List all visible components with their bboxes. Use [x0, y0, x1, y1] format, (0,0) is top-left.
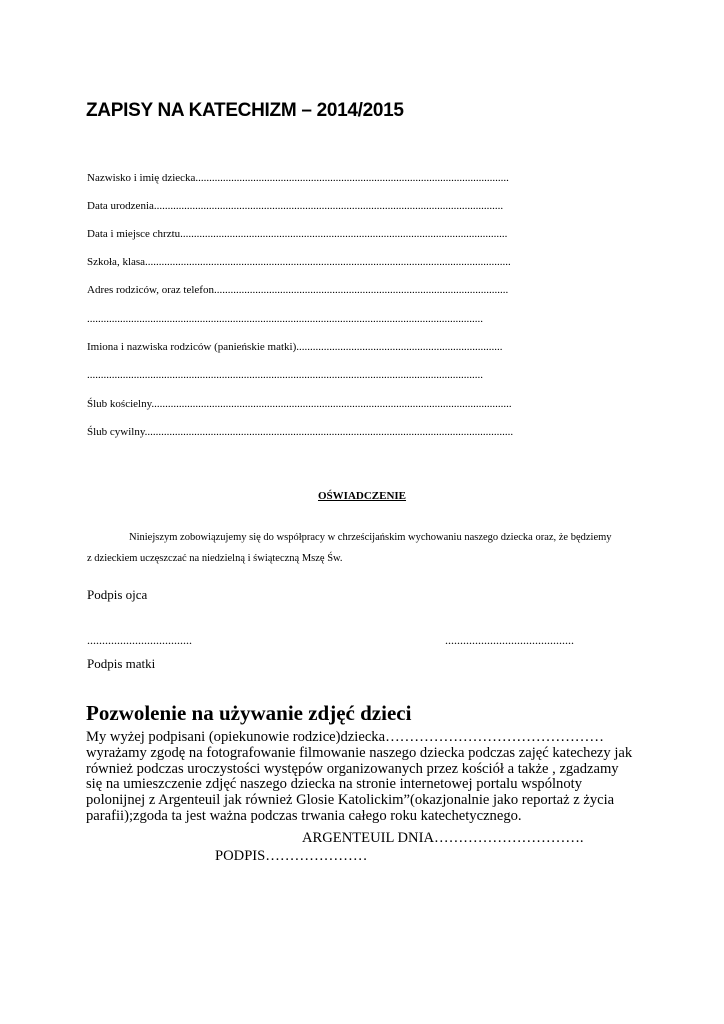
field-blank-line: ................................................................................................................................................ — [87, 369, 483, 381]
consent-paragraph — [86, 730, 646, 825]
consent-line: wyrażamy zgodę na fotografowanie filmowanie naszego dziecka podczas zajęć katechezy jak — [86, 744, 633, 761]
field-civil-wedding: Ślub cywilny...................................................................................................................................... — [87, 426, 514, 438]
declaration-text-line: z dzieckiem uczęszczać na niedzielną i świąteczną Mszę Św. — [87, 553, 343, 564]
field-parents-names: Imiona i nazwiska rodziców (panieńskie matki)........................................................................... — [87, 341, 503, 353]
field-child-name: Nazwisko i imię dziecka.................................................................................................................. — [87, 172, 509, 184]
consent-line: również podczas uroczystości występów organizowanych przez kościół a także , zgadzamy — [86, 760, 619, 777]
consent-line: się na umieszczenie zdjęć naszego dziecka na stronie internetowej portalu wspólnoty — [86, 776, 582, 793]
consent-line: polonijnej z Argenteuil jak również Glosie Katolickim”(okazjonalnie jako reportaż z życia — [86, 792, 615, 809]
consent-line: My wyżej podpisani (opiekunowie rodzice)dziecka……………………………………… — [86, 729, 604, 745]
city-date-line: ARGENTEUIL DNIA…………………………. — [302, 830, 584, 846]
mother-signature-label: Podpis matki — [87, 656, 156, 671]
consent-title: Pozwolenie na używanie zdjęć dzieci — [86, 701, 412, 725]
field-birth-date: Data urodzenia............................................................................................................................... — [87, 200, 504, 212]
declaration-title: OŚWIADCZENIE — [317, 490, 407, 502]
consent-signature-line: PODPIS………………… — [215, 848, 368, 864]
form-title: ZAPISY NA KATECHIZM – 2014/2015 — [86, 100, 404, 121]
field-church-wedding: Ślub kościelny................................................................................................................................... — [87, 398, 512, 410]
field-school-class: Szkoła, klasa..................................................................................................................................... — [87, 256, 511, 268]
consent-line: parafii);zgoda ta jest ważna podczas trwania całego roku katechetycznego. — [86, 807, 522, 824]
signature-line-right: ........................................... — [445, 633, 574, 647]
father-signature-label: Podpis ojca — [87, 587, 148, 602]
field-baptism: Data i miejsce chrztu....................................................................................................................... — [87, 228, 508, 240]
signature-line-left: ................................... — [87, 633, 192, 647]
field-parents-address-phone: Adres rodziców, oraz telefon........................................................................................................... — [87, 284, 509, 296]
declaration-text-line: Niniejszym zobowiązujemy się do współpracy w chrześcijańskim wychowaniu naszego dziecka oraz, że będziemy — [129, 532, 612, 543]
field-blank-line: ................................................................................................................................................ — [87, 313, 483, 325]
